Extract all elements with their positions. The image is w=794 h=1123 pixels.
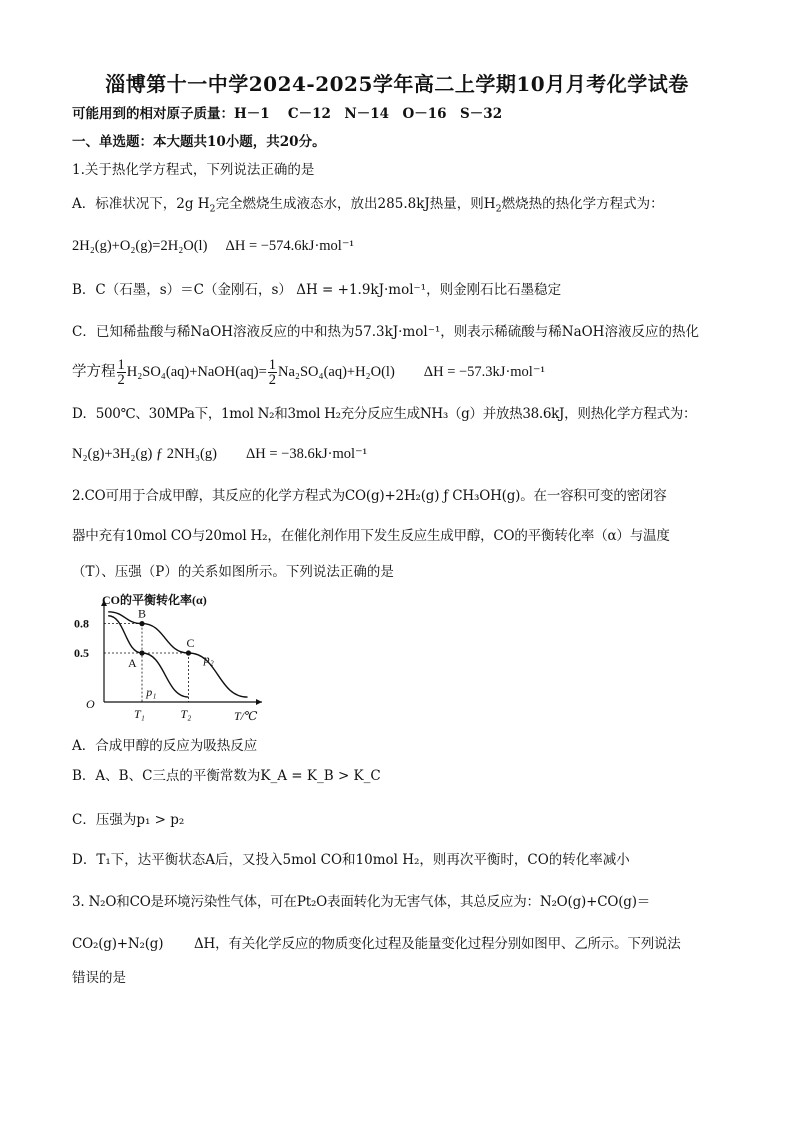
fraction-half-2: $\frac{1}{2}$ (268, 357, 277, 389)
q2-line-1: 2.CO可用于合成甲醇，其反应的化学方程式为CO(g)+2H₂(g) ƒ CH₃OH(g)。在一容积可变的密闭容 (72, 488, 667, 504)
q1-a-equation: 2H₂(g)+O₂(g)=2H₂O(l) ΔH = −574.6kJ·mol⁻¹ (72, 238, 354, 254)
ytick-0.5: 0.5 (74, 646, 89, 660)
q1-c-equation (72, 357, 545, 387)
q1-c-eq-mid: H₂SO₄(aq)+NaOH(aq)= (126, 364, 267, 380)
label-a: A (128, 656, 137, 670)
xtick-t2: T₂ (180, 707, 192, 721)
q3-line-3: 错误的是 (72, 970, 126, 986)
q2-line-3: （T）、压强（P）的关系如图所示。下列说法正确的是 (72, 564, 394, 580)
q2-option-a: A．合成甲醇的反应为吸热反应 (72, 738, 258, 754)
point-a (139, 650, 144, 655)
curve-p2 (108, 612, 247, 697)
label-b: B (138, 606, 147, 621)
q1-a-part3: 燃烧热的热化学方程式为： (501, 196, 664, 212)
q3-line-2: CO₂(g)+N₂(g) ΔH，有关化学反应的物质变化过程及能量变化过程分别如图甲、乙所示。下列说法 (72, 936, 681, 952)
x-axis-label: T/℃ (234, 709, 258, 723)
q1-c-eq-end: Na₂SO₄(aq)+H₂O(l) ΔH = −57.3kJ·mol⁻¹ (278, 364, 545, 380)
curve-label-p1: p₁ (146, 685, 157, 699)
conversion-chart (72, 590, 272, 722)
q1-option-b: B．C（石墨，s）＝C（金刚石，s） ΔH = +1.9kJ·mol⁻¹，则金刚石比石墨稳定 (72, 282, 562, 298)
label-c: C (186, 636, 195, 650)
section-heading: 一、单选题：本大题共10小题，共20分。 (72, 134, 326, 150)
fraction-half: $\frac{1}{2}$ (117, 357, 125, 389)
q1-c-prefix: 学方程 (72, 364, 116, 380)
q2-option-d: D．T₁下，达平衡状态A后，又投入5mol CO和10mol H₂，则再次平衡时，CO的转化率减小 (72, 852, 630, 868)
curve-label-p2: p₂ (203, 651, 214, 666)
chart-title: CO的平衡转化率(α) (102, 593, 207, 607)
q1-stem: 1.关于热化学方程式，下列说法正确的是 (72, 162, 315, 178)
q1-a-part2: 完全燃烧生成液态水，放出285.8kJ热量，则H (215, 196, 496, 212)
q2-option-c: C．压强为p₁ > p₂ (72, 812, 185, 828)
ytick-0.8: 0.8 (74, 616, 89, 631)
point-c (186, 650, 191, 655)
x-axis-arrow (256, 699, 262, 705)
q2-option-b: B．A、B、C三点的平衡常数为K_A = K_B > K_C (72, 768, 381, 784)
exam-title: 淄博第十一中学2024-2025学年高二上学期10月月考化学试卷 (105, 72, 689, 96)
xtick-t1: T₁ (134, 707, 145, 721)
q2-line-2: 器中充有10mol CO与20mol H₂，在催化剂作用下发生反应生成甲醇，CO的平衡转化率（α）与温度 (72, 528, 670, 544)
q1-option-a: A．标准状况下，2g $H_2$完全燃烧生成液态水，放出285.8kJ热量，则$H_2$燃烧热的热化学方程式为： (72, 196, 664, 215)
q1-option-d: D．500℃、30MPa下，1mol N₂和3mol H₂充分反应生成NH₃（g）并放热38.6kJ，则热化学方程式为： (72, 406, 697, 422)
chart-svg (72, 590, 272, 722)
q1-d-equation: N₂(g)+3H₂(g) ƒ 2NH₃(g) ΔH = −38.6kJ·mol⁻¹ (72, 446, 368, 462)
point-b (139, 621, 144, 626)
atomic-masses: 可能用到的相对原子质量：H－1 C－12 N－14 O－16 S－32 (72, 106, 503, 122)
q3-line-1: 3. N₂O和CO是环境污染性气体，可在Pt₂O表面转化为无害气体，其总反应为：N₂O(g)+CO(g)＝ (72, 894, 651, 910)
q1-option-c: C．已知稀盐酸与稀NaOH溶液反应的中和热为57.3kJ·mol⁻¹，则表示稀硫酸与稀NaOH溶液反应的热化 (72, 324, 699, 340)
q1-a-part1: A．标准状况下，2g H (72, 196, 210, 212)
origin-label: O (86, 697, 95, 711)
